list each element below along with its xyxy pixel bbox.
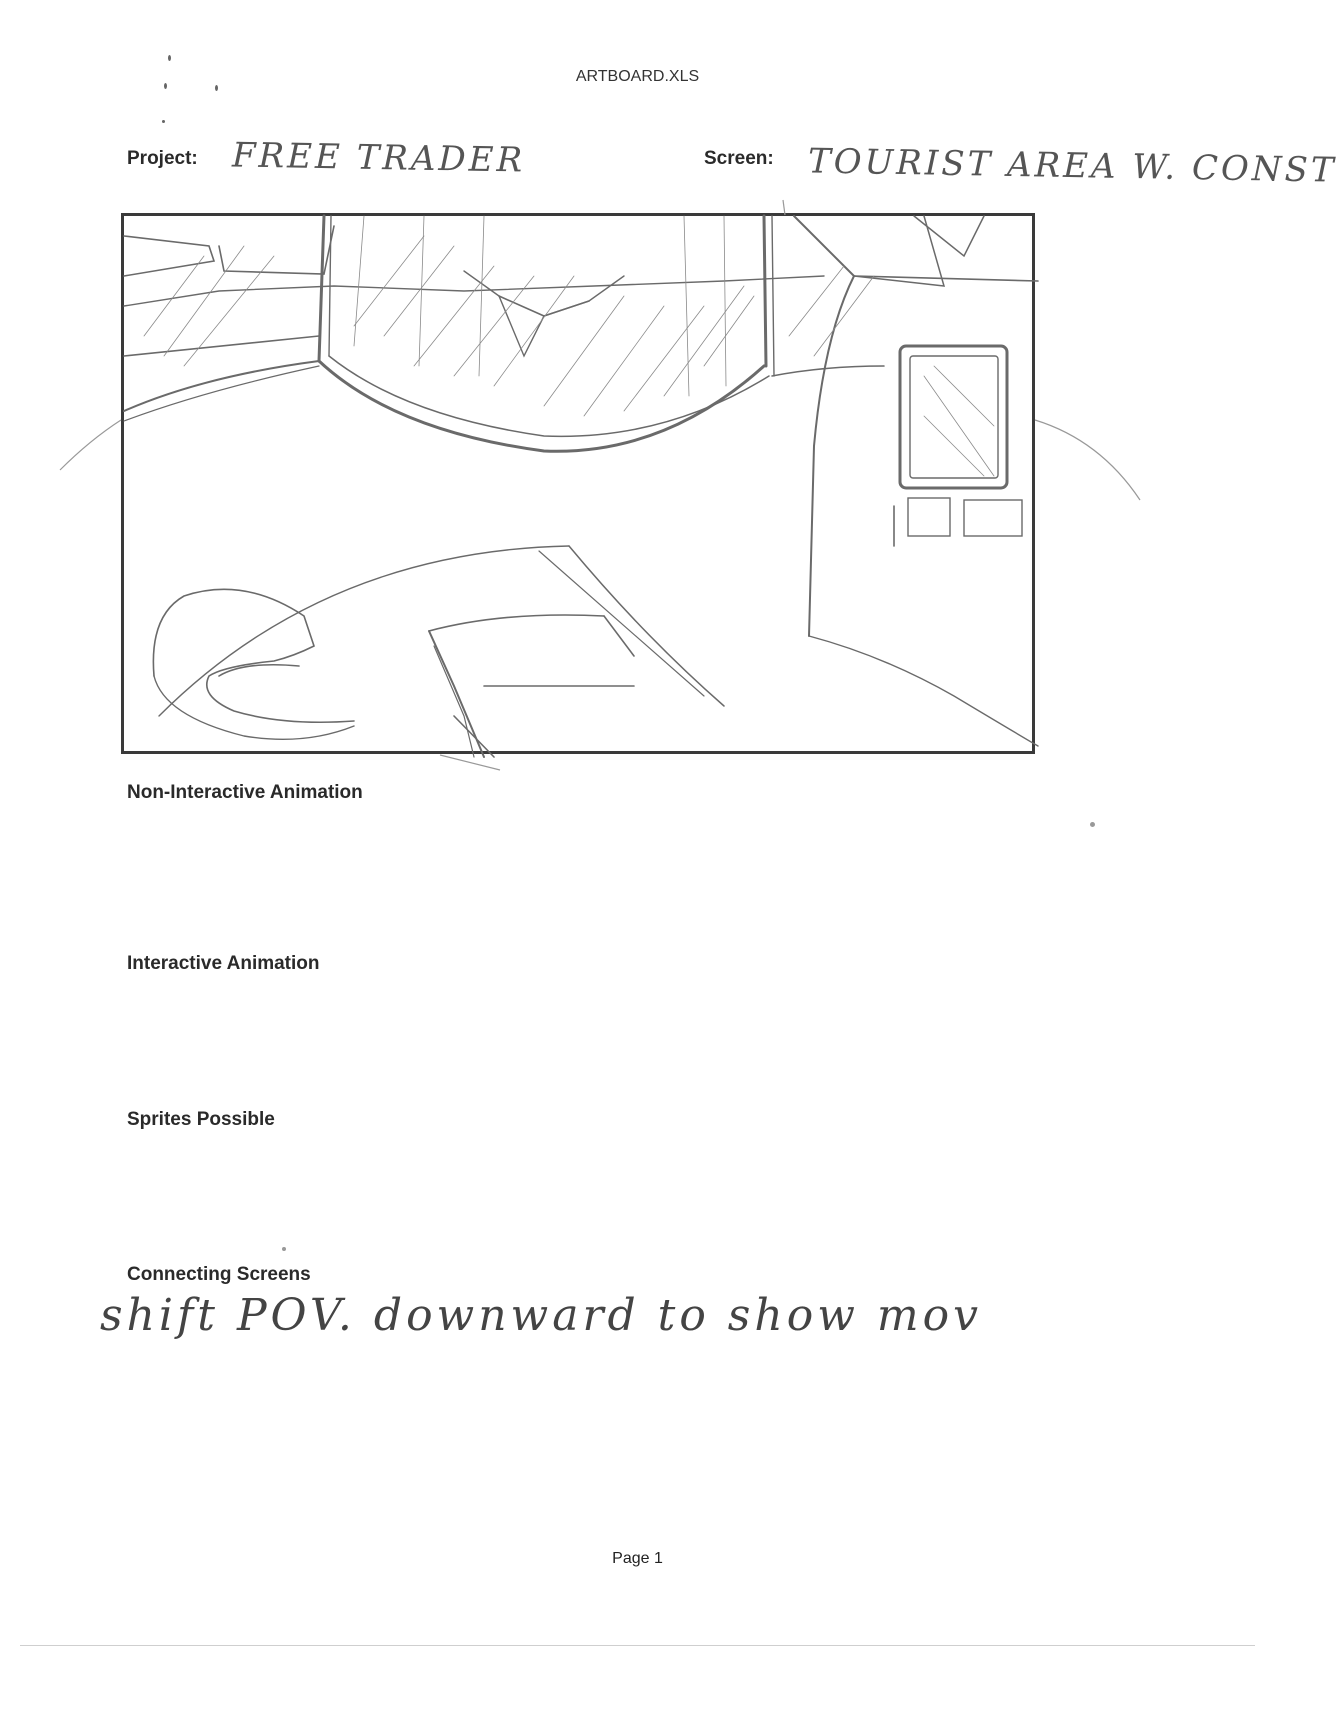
project-value: FREE TRADER bbox=[231, 135, 526, 181]
page-number: Page 1 bbox=[612, 1550, 663, 1567]
screen-label: Screen: bbox=[704, 148, 774, 169]
project-label: Project: bbox=[127, 148, 198, 169]
screen-value: TOURIST AREA W. CONST bbox=[807, 141, 1337, 191]
bottom-divider bbox=[20, 1645, 1255, 1646]
connecting-screens-label: Connecting Screens bbox=[127, 1264, 311, 1285]
interactive-animation-label: Interactive Animation bbox=[127, 953, 320, 974]
sprites-possible-label: Sprites Possible bbox=[127, 1109, 275, 1130]
non-interactive-animation-label: Non-Interactive Animation bbox=[127, 782, 363, 803]
document-title: ARTBOARD.XLS bbox=[575, 68, 700, 85]
handwritten-note: shift POV. downward to show mov bbox=[100, 1290, 982, 1341]
